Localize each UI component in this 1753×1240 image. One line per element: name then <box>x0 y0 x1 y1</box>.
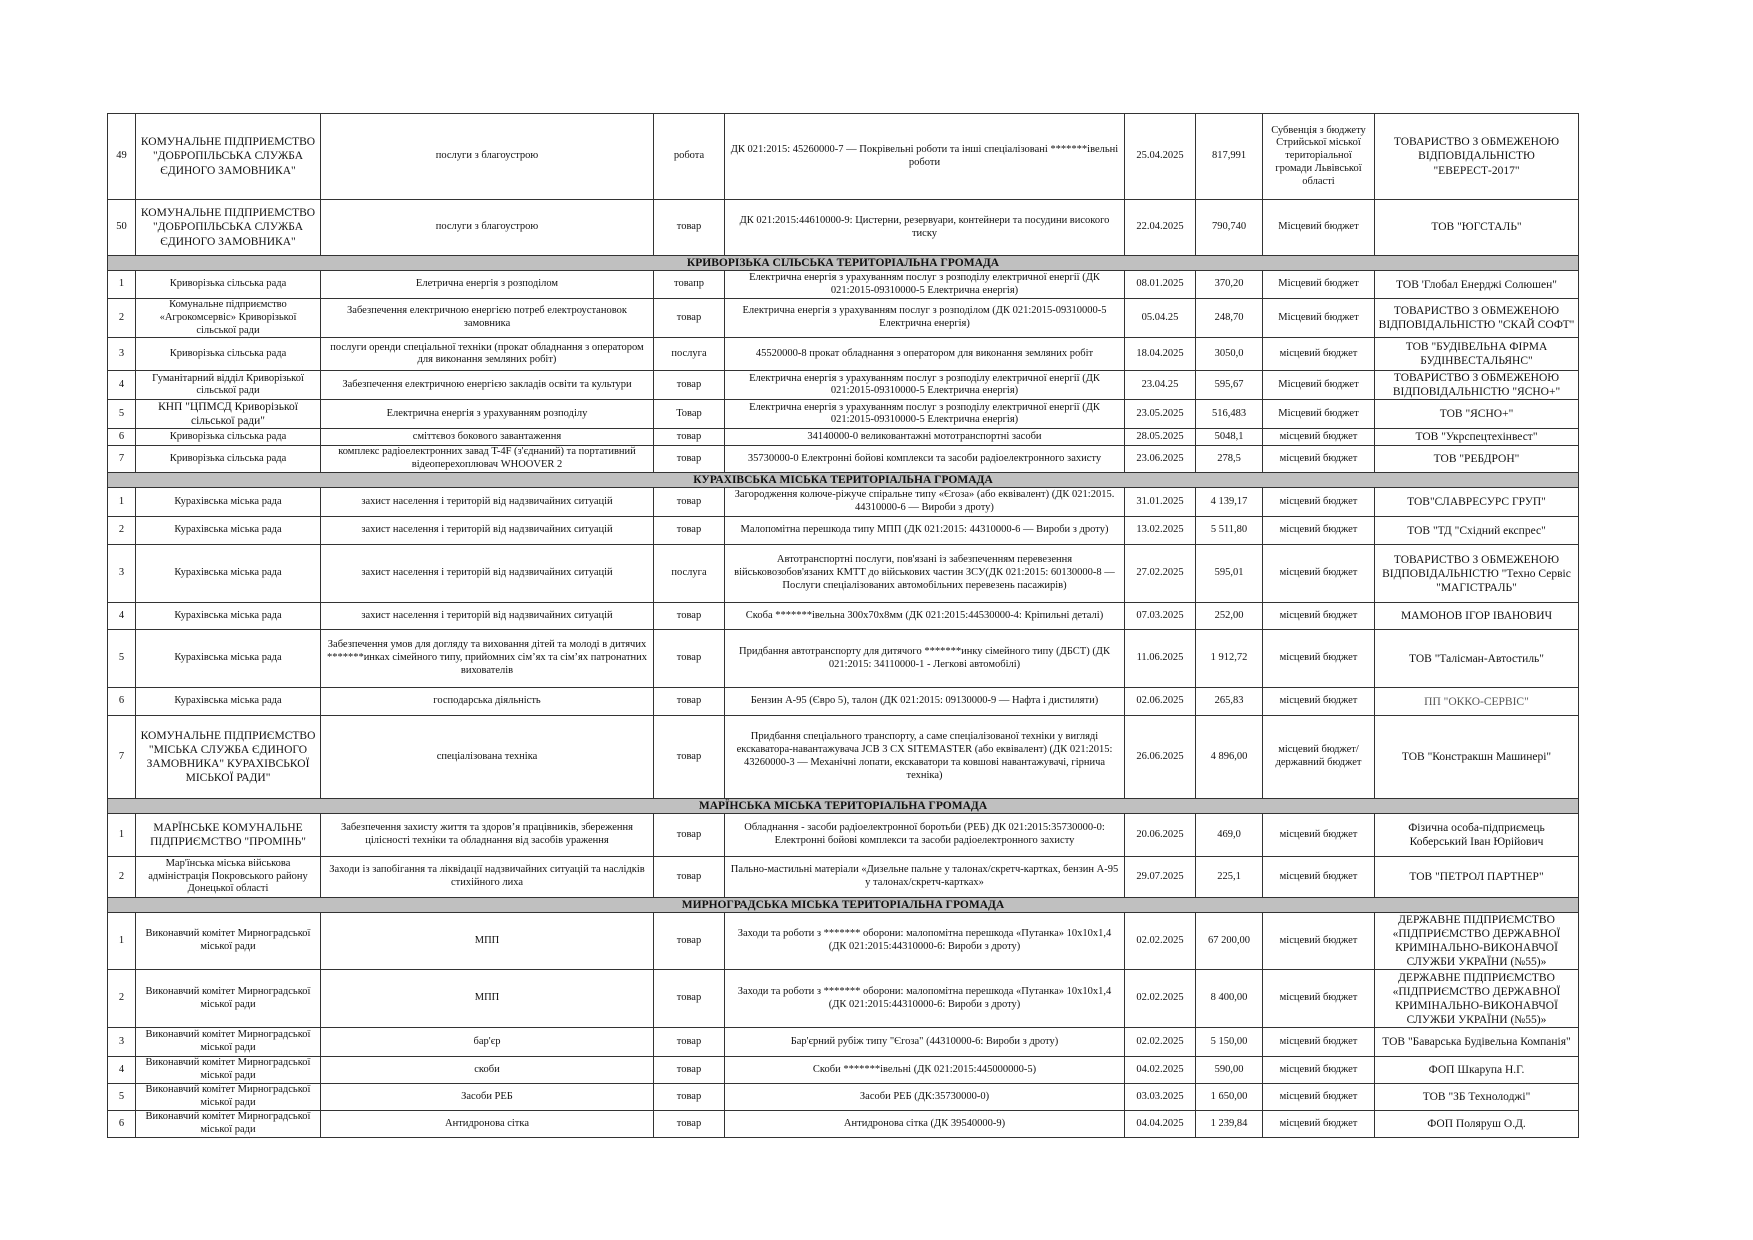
cell-amount: 4 139,17 <box>1196 488 1263 517</box>
cell-code: Пально-мастильні матеріали «Дизельне пальне у талонах/скретч-картках, бензин А-95 у талонах/скретч-картках» <box>725 857 1125 898</box>
cell-subject: спеціалізована техніка <box>321 716 654 799</box>
cell-supplier: ТОВАРИСТВО З ОБМЕЖЕНОЮ ВІДПОВІДАЛЬНІСТЮ "ЕВЕРЕСТ-2017" <box>1375 114 1579 200</box>
cell-code: Автотранспортні послуги, пов'язані із забезпеченням перевезення військовозобов'язаних КМТТ до військових частин ЗСУ(ДК 021:2015: 60130000-8 — Послуги спеціалізованих автомобільних перевезень пасажирів) <box>725 545 1125 603</box>
cell-type: товар <box>654 857 725 898</box>
cell-source: Місцевий бюджет <box>1263 400 1375 429</box>
cell-n: 1 <box>108 488 136 517</box>
cell-date: 29.07.2025 <box>1125 857 1196 898</box>
cell-subject: МПП <box>321 913 654 970</box>
cell-amount: 5 511,80 <box>1196 517 1263 545</box>
cell-subject: послуги з благоустрою <box>321 200 654 256</box>
cell-n: 3 <box>108 338 136 371</box>
cell-customer: Виконавчий комітет Мирноградської міської ради <box>136 970 321 1028</box>
cell-n: 6 <box>108 688 136 716</box>
cell-subject: Елетрична енергія з розподілом <box>321 271 654 299</box>
section-header-row <box>108 256 1579 271</box>
cell-date: 23.06.2025 <box>1125 446 1196 473</box>
cell-customer: Виконавчий комітет Мирноградської міської ради <box>136 1057 321 1084</box>
table-row <box>108 299 1579 338</box>
cell-supplier: ТОВ "Констракшн Машинері" <box>1375 716 1579 799</box>
cell-type: товар <box>654 913 725 970</box>
cell-date: 20.06.2025 <box>1125 814 1196 857</box>
cell-n: 50 <box>108 200 136 256</box>
cell-date: 11.06.2025 <box>1125 630 1196 688</box>
cell-customer: Гуманітарний відділ Криворізької сільської ради <box>136 371 321 400</box>
section-header-row <box>108 898 1579 913</box>
table-row <box>108 630 1579 688</box>
table-row <box>108 114 1579 200</box>
cell-source: місцевий бюджет <box>1263 630 1375 688</box>
cell-supplier: ФОП Шкарупа Н.Г. <box>1375 1057 1579 1084</box>
cell-amount: 516,483 <box>1196 400 1263 429</box>
cell-customer: Курахівська міська рада <box>136 603 321 630</box>
cell-type: товар <box>654 299 725 338</box>
cell-source: місцевий бюджет <box>1263 1111 1375 1138</box>
cell-supplier: Фізична особа-підприємець Коберський Іван Юрійович <box>1375 814 1579 857</box>
table-row <box>108 1057 1579 1084</box>
cell-date: 27.02.2025 <box>1125 545 1196 603</box>
cell-n: 5 <box>108 630 136 688</box>
cell-code: 35730000-0 Електронні бойові комплекси та засоби радіоелектронного захисту <box>725 446 1125 473</box>
cell-source: місцевий бюджет <box>1263 488 1375 517</box>
cell-type: товар <box>654 688 725 716</box>
cell-supplier: ДЕРЖАВНЕ ПІДПРИЄМСТВО «ПІДПРИЄМСТВО ДЕРЖАВНОЇ КРИМІНАЛЬНО-ВИКОНАВЧОЇ СЛУЖБИ УКРАЇНИ (№55)» <box>1375 970 1579 1028</box>
cell-subject: захист населення і територій від надзвичайних ситуацій <box>321 488 654 517</box>
cell-amount: 590,00 <box>1196 1057 1263 1084</box>
cell-supplier: ПП "ОККО-СЕРВІС" <box>1375 688 1579 716</box>
cell-type: товапр <box>654 271 725 299</box>
cell-n: 4 <box>108 1057 136 1084</box>
table-row <box>108 716 1579 799</box>
cell-amount: 595,01 <box>1196 545 1263 603</box>
cell-source: місцевий бюджет <box>1263 545 1375 603</box>
cell-supplier: МАМОНОВ ІГОР ІВАНОВИЧ <box>1375 603 1579 630</box>
section-title: МИРНОГРАДСЬКА МІСЬКА ТЕРИТОРІАЛЬНА ГРОМАДА <box>108 898 1579 913</box>
cell-amount: 278,5 <box>1196 446 1263 473</box>
cell-type: товар <box>654 814 725 857</box>
cell-n: 4 <box>108 371 136 400</box>
cell-source: місцевий бюджет <box>1263 857 1375 898</box>
cell-supplier: ТОВ 'Глобал Енерджі Солюшен" <box>1375 271 1579 299</box>
cell-date: 04.04.2025 <box>1125 1111 1196 1138</box>
cell-date: 02.06.2025 <box>1125 688 1196 716</box>
procurement-table <box>107 113 1579 1138</box>
cell-date: 18.04.2025 <box>1125 338 1196 371</box>
table-row <box>108 400 1579 429</box>
cell-type: послуга <box>654 545 725 603</box>
cell-code: Антидронова сітка (ДК 39540000-9) <box>725 1111 1125 1138</box>
table-row <box>108 603 1579 630</box>
cell-n: 5 <box>108 400 136 429</box>
cell-subject: Забезпечення умов для догляду та виховання дітей та молоді в дитячих *******инках сімейного типу, прийомних сім’ях та сім’ях патронатних вихователів <box>321 630 654 688</box>
cell-supplier: ТОВ "Талісман-Автостиль" <box>1375 630 1579 688</box>
cell-amount: 469,0 <box>1196 814 1263 857</box>
cell-code: Бензин А-95 (Євро 5), талон (ДК 021:2015: 09130000-9 — Нафта і дистиляти) <box>725 688 1125 716</box>
cell-customer: Курахівська міська рада <box>136 488 321 517</box>
cell-amount: 5048,1 <box>1196 429 1263 446</box>
cell-source: місцевий бюджет <box>1263 338 1375 371</box>
table-row <box>108 688 1579 716</box>
table-row <box>108 913 1579 970</box>
cell-date: 28.05.2025 <box>1125 429 1196 446</box>
cell-code: Скоба *******івельна 300х70х8мм (ДК 021:2015:44530000-4: Кріпильні деталі) <box>725 603 1125 630</box>
cell-amount: 67 200,00 <box>1196 913 1263 970</box>
cell-customer: КОМУНАЛЬНЕ ПІДПРИЕМСТВО "ДОБРОПІЛЬСЬКА СЛУЖБА ЄДИНОГО ЗАМОВНИКА" <box>136 200 321 256</box>
table-row <box>108 200 1579 256</box>
cell-n: 2 <box>108 299 136 338</box>
cell-source: Субвенція з бюджету Стрийської міської територіальної громади Львівської області <box>1263 114 1375 200</box>
cell-type: робота <box>654 114 725 200</box>
cell-date: 07.03.2025 <box>1125 603 1196 630</box>
cell-date: 08.01.2025 <box>1125 271 1196 299</box>
cell-n: 3 <box>108 1028 136 1057</box>
cell-supplier: ТОВ "Укрспецтехінвест" <box>1375 429 1579 446</box>
table-row <box>108 1028 1579 1057</box>
cell-subject: послуги з благоустрою <box>321 114 654 200</box>
cell-amount: 265,83 <box>1196 688 1263 716</box>
cell-type: товар <box>654 716 725 799</box>
cell-customer: КОМУНАЛЬНЕ ПІДПРИЄМСТВО "МІСЬКА СЛУЖБА ЄДИНОГО ЗАМОВНИКА" КУРАХІВСЬКОЇ МІСЬКОЇ РАДИ" <box>136 716 321 799</box>
cell-amount: 4 896,00 <box>1196 716 1263 799</box>
table-row <box>108 970 1579 1028</box>
cell-code: Придбання автотранспорту для дитячого *******инку сімейного типу (ДБСТ) (ДК 021:2015: 34110000-1 - Легкові автомобілі) <box>725 630 1125 688</box>
cell-source: Місцевий бюджет <box>1263 200 1375 256</box>
table-row <box>108 429 1579 446</box>
cell-type: товар <box>654 1057 725 1084</box>
cell-code: Бар'єрний рубіж типу "Єгоза" (44310000-6: Вироби з дроту) <box>725 1028 1125 1057</box>
table-row <box>108 857 1579 898</box>
cell-source: місцевий бюджет <box>1263 970 1375 1028</box>
table-row <box>108 545 1579 603</box>
cell-type: товар <box>654 1084 725 1111</box>
cell-n: 3 <box>108 545 136 603</box>
cell-source: місцевий бюджет <box>1263 814 1375 857</box>
cell-subject: захист населення і територій від надзвичайних ситуацій <box>321 603 654 630</box>
cell-supplier: ТОВ "ЯСНО+" <box>1375 400 1579 429</box>
cell-subject: МПП <box>321 970 654 1028</box>
cell-subject: Засоби РЕБ <box>321 1084 654 1111</box>
cell-code: Засоби РЕБ (ДК:35730000-0) <box>725 1084 1125 1111</box>
section-title: КРИВОРІЗЬКА СІЛЬСЬКА ТЕРИТОРІАЛЬНА ГРОМАДА <box>108 256 1579 271</box>
cell-n: 1 <box>108 814 136 857</box>
cell-code: ДК 021:2015: 45260000-7 — Покрівельні роботи та інші спеціалізовані *******івельні роботи <box>725 114 1125 200</box>
table-row <box>108 1084 1579 1111</box>
cell-supplier: ТОВ "ПЕТРОЛ ПАРТНЕР" <box>1375 857 1579 898</box>
cell-supplier: ТОВАРИСТВО З ОБМЕЖЕНОЮ ВІДПОВІДАЛЬНІСТЮ "Техно Сервіс "МАГІСТРАЛЬ" <box>1375 545 1579 603</box>
cell-code: Електрична енергія з урахуванням послуг з розподілу електричної енергії (ДК 021:2015-09310000-5 Електрична енергія) <box>725 371 1125 400</box>
cell-amount: 5 150,00 <box>1196 1028 1263 1057</box>
cell-code: Електрична енергія з урахуванням послуг з розподілу електричної енергії (ДК 021:2015-09310000-5 Електрична енергія) <box>725 400 1125 429</box>
cell-date: 02.02.2025 <box>1125 1028 1196 1057</box>
cell-customer: Курахівська міська рада <box>136 630 321 688</box>
cell-supplier: ТОВАРИСТВО З ОБМЕЖЕНОЮ ВІДПОВІДАЛЬНІСТЮ "ЯСНО+" <box>1375 371 1579 400</box>
cell-n: 7 <box>108 716 136 799</box>
cell-customer: КОМУНАЛЬНЕ ПІДПРИЕМСТВО "ДОБРОПІЛЬСЬКА СЛУЖБА ЄДИНОГО ЗАМОВНИКА" <box>136 114 321 200</box>
cell-subject: Електрична енергія з урахуванням розподілу <box>321 400 654 429</box>
cell-type: товар <box>654 446 725 473</box>
cell-date: 02.02.2025 <box>1125 913 1196 970</box>
cell-customer: КНП "ЦПМСД Криворізької сільської ради" <box>136 400 321 429</box>
cell-type: товар <box>654 371 725 400</box>
cell-source: Місцевий бюджет <box>1263 299 1375 338</box>
cell-date: 26.06.2025 <box>1125 716 1196 799</box>
cell-date: 05.04.25 <box>1125 299 1196 338</box>
cell-source: місцевий бюджет/державний бюджет <box>1263 716 1375 799</box>
cell-date: 02.02.2025 <box>1125 970 1196 1028</box>
cell-n: 6 <box>108 429 136 446</box>
table-row <box>108 1111 1579 1138</box>
cell-subject: Забезпечення захисту життя та здоров’я працівників, збереження цілісності техніки та обладнання від засобів ураження <box>321 814 654 857</box>
cell-code: Загородження колюче-ріжуче спіральне типу «Єгоза» (або еквівалент) (ДК 021:2015. 44310000-6 — Вироби з дроту) <box>725 488 1125 517</box>
cell-code: ДК 021:2015:44610000-9: Цистерни, резервуари, контейнери та посудини високого тиску <box>725 200 1125 256</box>
cell-supplier: ТОВ "БУДІВЕЛЬНА ФІРМА БУДІНВЕСТАЛЬЯНС" <box>1375 338 1579 371</box>
cell-code: Електрична енергія з урахуванням послуг з розподілу електричної енергії (ДК 021:2015-09310000-5 Електрична енергія) <box>725 271 1125 299</box>
cell-code: Електрична енергія з урахуванням послуг з розподілом (ДК 021:2015-09310000-5 Електрична енергія) <box>725 299 1125 338</box>
cell-source: місцевий бюджет <box>1263 1057 1375 1084</box>
cell-customer: Криворізька сільська рада <box>136 446 321 473</box>
cell-type: товар <box>654 970 725 1028</box>
cell-subject: бар'єр <box>321 1028 654 1057</box>
cell-amount: 817,991 <box>1196 114 1263 200</box>
cell-code: Заходи та роботи з ******* оборони: малопомітна перешкода «Путанка» 10х10х1,4 (ДК 021:2015:44310000-6: Вироби з дроту) <box>725 913 1125 970</box>
cell-subject: комплекс радіоелектронних завад T-4F (з'єднаний) та портативний відеоперехоплювач WHOOVER 2 <box>321 446 654 473</box>
cell-subject: сміттєвоз бокового завантаження <box>321 429 654 446</box>
cell-source: Місцевий бюджет <box>1263 371 1375 400</box>
cell-code: Обладнання - засоби радіоелектронної боротьби (РЕБ) ДК 021:2015:35730000-0: Електронні бойові комплекси та засоби радіоелектронного захисту <box>725 814 1125 857</box>
table-row <box>108 271 1579 299</box>
cell-amount: 225,1 <box>1196 857 1263 898</box>
cell-supplier: ТОВ "ЗБ Технолоджі" <box>1375 1084 1579 1111</box>
cell-n: 5 <box>108 1084 136 1111</box>
cell-source: місцевий бюджет <box>1263 1084 1375 1111</box>
cell-type: товар <box>654 200 725 256</box>
cell-code: Малопомітна перешкода типу МПП (ДК 021:2015: 44310000-6 — Вироби з дроту) <box>725 517 1125 545</box>
cell-amount: 8 400,00 <box>1196 970 1263 1028</box>
cell-date: 03.03.2025 <box>1125 1084 1196 1111</box>
cell-n: 6 <box>108 1111 136 1138</box>
table-row <box>108 446 1579 473</box>
cell-supplier: ТОВ "РЕБДРОН" <box>1375 446 1579 473</box>
cell-amount: 252,00 <box>1196 603 1263 630</box>
cell-code: 45520000-8 прокат обладнання з оператором для виконання земляних робіт <box>725 338 1125 371</box>
table-row <box>108 488 1579 517</box>
cell-code: 34140000-0 великовантажні мототранспортні засоби <box>725 429 1125 446</box>
cell-type: Товар <box>654 400 725 429</box>
section-title: МАРЇНСЬКА МІСЬКА ТЕРИТОРІАЛЬНА ГРОМАДА <box>108 799 1579 814</box>
cell-source: місцевий бюджет <box>1263 1028 1375 1057</box>
cell-amount: 3050,0 <box>1196 338 1263 371</box>
cell-type: товар <box>654 1028 725 1057</box>
cell-n: 1 <box>108 913 136 970</box>
cell-customer: Мар'їнська міська військова адміністрація Покровського району Донецької області <box>136 857 321 898</box>
cell-date: 23.04.25 <box>1125 371 1196 400</box>
cell-source: місцевий бюджет <box>1263 517 1375 545</box>
cell-supplier: ДЕРЖАВНЕ ПІДПРИЄМСТВО «ПІДПРИЄМСТВО ДЕРЖАВНОЇ КРИМІНАЛЬНО-ВИКОНАВЧОЇ СЛУЖБИ УКРАЇНИ (№55)» <box>1375 913 1579 970</box>
cell-subject: Антидронова сітка <box>321 1111 654 1138</box>
cell-customer: Криворізька сільська рада <box>136 429 321 446</box>
cell-amount: 248,70 <box>1196 299 1263 338</box>
cell-date: 25.04.2025 <box>1125 114 1196 200</box>
cell-customer: Курахівська міська рада <box>136 517 321 545</box>
cell-date: 31.01.2025 <box>1125 488 1196 517</box>
cell-customer: Курахівська міська рада <box>136 545 321 603</box>
cell-subject: Забезпечення електричною енергією закладів освіти та культури <box>321 371 654 400</box>
section-title: КУРАХІВСЬКА МІСЬКА ТЕРИТОРІАЛЬНА ГРОМАДА <box>108 473 1579 488</box>
section-header-row <box>108 799 1579 814</box>
cell-date: 04.02.2025 <box>1125 1057 1196 1084</box>
cell-supplier: ТОВ "Баварська Будівельна Компанія" <box>1375 1028 1579 1057</box>
cell-supplier: ТОВ "ЮГСТАЛЬ" <box>1375 200 1579 256</box>
cell-type: товар <box>654 603 725 630</box>
cell-customer: Комунальне підприємство «Агрокомсервіс» Криворізької сільської ради <box>136 299 321 338</box>
table-row <box>108 338 1579 371</box>
cell-source: місцевий бюджет <box>1263 913 1375 970</box>
cell-subject: скоби <box>321 1057 654 1084</box>
cell-amount: 1 650,00 <box>1196 1084 1263 1111</box>
cell-amount: 790,740 <box>1196 200 1263 256</box>
cell-customer: Виконавчий комітет Мирноградської міської ради <box>136 1084 321 1111</box>
cell-code: Придбання спеціального транспорту, а саме спеціалізованої техніки у вигляді екскаватора-навантажувача JCB 3 CX SITEMASTER (або еквівалент) (ДК 021:2015: 43260000-3 — Механічні лопати, екскаватори та ковшові навантажувачі, гірнича техніка) <box>725 716 1125 799</box>
cell-amount: 370,20 <box>1196 271 1263 299</box>
cell-type: товар <box>654 488 725 517</box>
cell-date: 13.02.2025 <box>1125 517 1196 545</box>
cell-supplier: ТОВ"СЛАВРЕСУРС ГРУП" <box>1375 488 1579 517</box>
cell-type: товар <box>654 517 725 545</box>
cell-date: 22.04.2025 <box>1125 200 1196 256</box>
cell-amount: 595,67 <box>1196 371 1263 400</box>
cell-amount: 1 239,84 <box>1196 1111 1263 1138</box>
cell-type: товар <box>654 1111 725 1138</box>
cell-type: товар <box>654 429 725 446</box>
cell-type: послуга <box>654 338 725 371</box>
cell-n: 4 <box>108 603 136 630</box>
cell-n: 2 <box>108 970 136 1028</box>
cell-customer: Виконавчий комітет Мирноградської міської ради <box>136 1028 321 1057</box>
cell-n: 1 <box>108 271 136 299</box>
cell-subject: Заходи із запобігання та ліквідації надзвичайних ситуацій та наслідків стихійного лиха <box>321 857 654 898</box>
cell-customer: МАРЇНСЬКЕ КОМУНАЛЬНЕ ПІДПРИЄМСТВО "ПРОМІНЬ" <box>136 814 321 857</box>
cell-amount: 1 912,72 <box>1196 630 1263 688</box>
cell-source: місцевий бюджет <box>1263 429 1375 446</box>
cell-supplier: ТОВАРИСТВО З ОБМЕЖЕНОЮ ВІДПОВІДАЛЬНІСТЮ "СКАЙ СОФТ" <box>1375 299 1579 338</box>
cell-n: 7 <box>108 446 136 473</box>
cell-supplier: ФОП Поляруш О.Д. <box>1375 1111 1579 1138</box>
cell-subject: Забезпечення електричною енергією потреб електроустановок замовника <box>321 299 654 338</box>
table-row <box>108 814 1579 857</box>
cell-customer: Криворізька сільська рада <box>136 271 321 299</box>
cell-customer: Курахівська міська рада <box>136 688 321 716</box>
cell-customer: Виконавчий комітет Мирноградської міської ради <box>136 913 321 970</box>
cell-source: місцевий бюджет <box>1263 603 1375 630</box>
cell-subject: послуги оренди спеціальної техніки (прокат обладнання з оператором для виконання земляних робіт) <box>321 338 654 371</box>
table-row <box>108 371 1579 400</box>
cell-source: місцевий бюджет <box>1263 446 1375 473</box>
cell-type: товар <box>654 630 725 688</box>
cell-subject: захист населення і територій від надзвичайних ситуацій <box>321 517 654 545</box>
cell-supplier: ТОВ "ТД "Східний експрес" <box>1375 517 1579 545</box>
cell-code: Скоби *******івельні (ДК 021:2015:445000000-5) <box>725 1057 1125 1084</box>
table-row <box>108 517 1579 545</box>
cell-customer: Виконавчий комітет Мирноградської міської ради <box>136 1111 321 1138</box>
cell-n: 2 <box>108 857 136 898</box>
cell-source: Місцевий бюджет <box>1263 271 1375 299</box>
cell-customer: Криворізька сільська рада <box>136 338 321 371</box>
cell-date: 23.05.2025 <box>1125 400 1196 429</box>
cell-n: 49 <box>108 114 136 200</box>
cell-subject: господарська діяльність <box>321 688 654 716</box>
cell-n: 2 <box>108 517 136 545</box>
section-header-row <box>108 473 1579 488</box>
cell-code: Заходи та роботи з ******* оборони: малопомітна перешкода «Путанка» 10х10х1,4 (ДК 021:2015:44310000-6: Вироби з дроту) <box>725 970 1125 1028</box>
cell-source: місцевий бюджет <box>1263 688 1375 716</box>
cell-subject: захист населення і територій від надзвичайних ситуацій <box>321 545 654 603</box>
